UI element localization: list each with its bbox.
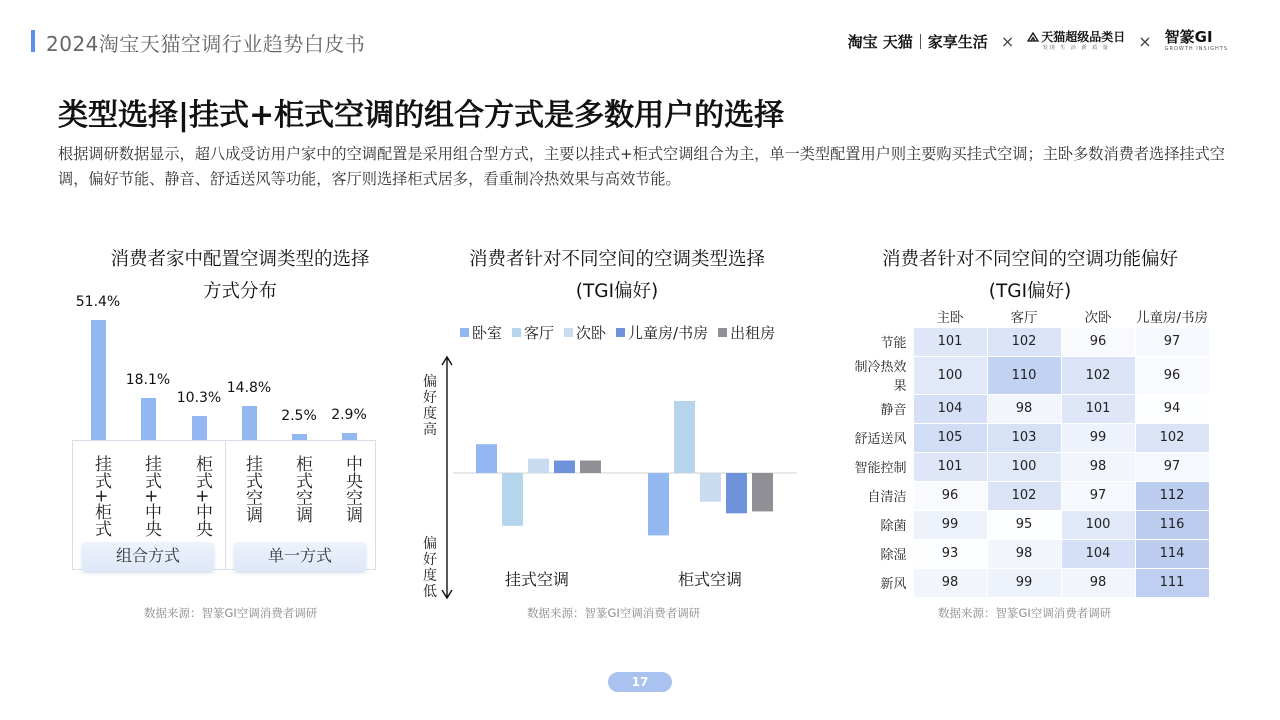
page-number: 17 <box>608 672 672 692</box>
heatmap-cell: 102 <box>1061 356 1135 394</box>
chart2-axis-low-label: 偏好度低 <box>423 536 437 600</box>
chart2-legend-label: 客厅 <box>524 324 555 342</box>
logo-times-mark: × <box>1138 31 1152 51</box>
chart1-value-label: 14.8% <box>226 379 272 396</box>
heatmap-cell: 95 <box>987 510 1061 539</box>
heatmap-cell: 98 <box>1061 452 1135 481</box>
heatmap-cell: 101 <box>913 327 987 356</box>
chart2-bar <box>674 401 695 473</box>
zhizhuan-sub: GROWTH INSIGHTS <box>1164 46 1228 52</box>
heatmap-cell: 96 <box>913 481 987 510</box>
heatmap-row-label: 自清洁 <box>845 481 913 510</box>
heatmap-cell: 97 <box>1061 481 1135 510</box>
heatmap-cell: 98 <box>1061 568 1135 597</box>
chart3-source: 数据来源：智篆GI空调消费者调研 <box>938 606 1112 620</box>
page-title: 类型选择|挂式+柜式空调的组合方式是多数用户的选择 <box>58 98 785 133</box>
heatmap-row-label: 除菌 <box>845 510 913 539</box>
chart1-value-label: 18.1% <box>125 371 171 388</box>
chart1-group-combo: 组合方式 <box>82 542 214 571</box>
zhizhuan-label: 智篆GI <box>1164 28 1213 46</box>
heatmap-row-label: 静音 <box>845 394 913 423</box>
heatmap-cell: 96 <box>1061 327 1135 356</box>
chart2-bar <box>502 473 523 526</box>
chart2-legend-label: 卧室 <box>472 324 503 342</box>
chart2-legend-label: 次卧 <box>576 324 607 342</box>
heatmap-cell: 100 <box>913 356 987 394</box>
page-description: 根据调研数据显示，超八成受访用户家中的空调配置是采用组合型方式，主要以挂式+柜式空调组合为主，单一类型配置用户则主要购买挂式空调；主卧多数消费者选择挂式空调，偏好节能、静音、舒适送风等功能，客厅则选择柜式居多，看重制冷热效果与高效节能。 <box>58 145 1225 188</box>
heatmap-row-label: 制冷热效果 <box>845 356 913 394</box>
heatmap-row-label: 新风 <box>845 568 913 597</box>
heatmap-row-label: 节能 <box>845 327 913 356</box>
heatmap-cell: 110 <box>987 356 1061 394</box>
heatmap-row <box>845 568 1209 597</box>
chart2-bar <box>476 444 497 473</box>
heatmap-cell: 101 <box>1061 394 1135 423</box>
heatmap-cell: 97 <box>1135 327 1209 356</box>
heatmap-cell: 96 <box>1135 356 1209 394</box>
heatmap-cell: 102 <box>1135 423 1209 452</box>
chart2-category-wall: 挂式空调 <box>505 570 570 589</box>
heatmap-row-label: 智能控制 <box>845 452 913 481</box>
chart1-category-label: 挂式+中央 <box>141 455 161 538</box>
heatmap-cell: 114 <box>1135 539 1209 568</box>
chart1-title-line2: 方式分布 <box>202 281 277 302</box>
heatmap-cell: 103 <box>987 423 1061 452</box>
chart1-category-label: 挂式+柜式 <box>91 455 111 538</box>
chart2-bar <box>700 473 721 502</box>
heatmap-row <box>845 510 1209 539</box>
jiaxiang-logo: 家享生活 <box>927 32 988 51</box>
tmall-super-label: 天猫超级品类日 <box>1041 30 1126 44</box>
heatmap-column-header: 主卧 <box>913 305 987 327</box>
heatmap-cell: 99 <box>1061 423 1135 452</box>
heatmap-cell: 98 <box>913 568 987 597</box>
heatmap-cell: 100 <box>987 452 1061 481</box>
heatmap-cell: 116 <box>1135 510 1209 539</box>
chart1-value-label: 51.4% <box>75 294 121 311</box>
chart1-value-label: 2.5% <box>281 408 317 425</box>
heatmap-corner <box>845 305 913 327</box>
heatmap-cell: 100 <box>1061 510 1135 539</box>
chart2-bar <box>752 473 773 511</box>
chart2-title-line2: (TGI偏好) <box>575 281 659 302</box>
chart2-bar <box>580 461 601 473</box>
heatmap-cell: 112 <box>1135 481 1209 510</box>
heatmap-row <box>845 481 1209 510</box>
chart2-bar <box>726 473 747 513</box>
heatmap-cell: 97 <box>1135 452 1209 481</box>
taobao-tmall-logo: 淘宝 天猫 <box>847 32 913 51</box>
heatmap-row <box>845 327 1209 356</box>
chart3-heatmap-table <box>845 305 1210 598</box>
chart2-y-axis-arrow <box>442 357 452 598</box>
chart1-title-line1: 消费者家中配置空调类型的选择 <box>110 249 370 270</box>
chart1-value-label: 10.3% <box>176 390 222 406</box>
heatmap-cell: 111 <box>1135 568 1209 597</box>
chart1-source: 数据来源：智篆GI空调消费者调研 <box>144 606 318 620</box>
heatmap-column-header: 客厅 <box>987 305 1061 327</box>
report-title: 2024淘宝天猫空调行业趋势白皮书 <box>46 32 366 56</box>
heatmap-cell: 104 <box>913 394 987 423</box>
chart1-category-label: 柜式空调 <box>292 455 312 523</box>
heatmap-row-label: 舒适送风 <box>845 423 913 452</box>
chart2-category-floor: 柜式空调 <box>678 570 743 589</box>
heatmap-column-header: 次卧 <box>1061 305 1135 327</box>
heatmap-cell: 102 <box>987 481 1061 510</box>
heatmap-column-header: 儿童房/书房 <box>1135 305 1209 327</box>
heatmap-cell: 99 <box>913 510 987 539</box>
chart2-legend-label: 儿童房/书房 <box>628 324 709 342</box>
chart2-bar <box>528 459 549 473</box>
heatmap-row <box>845 356 1209 394</box>
heatmap-cell: 93 <box>913 539 987 568</box>
heatmap-row <box>845 452 1209 481</box>
heatmap-cell: 101 <box>913 452 987 481</box>
chart2-title-line1: 消费者针对不同空间的空调类型选择 <box>468 249 765 270</box>
chart2-bar <box>648 473 669 535</box>
heatmap-cell: 104 <box>1061 539 1135 568</box>
heatmap-cell: 102 <box>987 327 1061 356</box>
tmall-super-sub: 发现 生 活 新 质 量 <box>1042 45 1110 51</box>
chart1-category-label: 挂式空调 <box>242 455 262 523</box>
chart2-bar <box>554 461 575 473</box>
heatmap-cell: 98 <box>987 539 1061 568</box>
chart1-category-label: 中央空调 <box>342 455 362 523</box>
heatmap-row-label: 除湿 <box>845 539 913 568</box>
chart3-title-line1: 消费者针对不同空间的空调功能偏好 <box>881 249 1178 270</box>
chart1-value-label: 2.9% <box>331 407 367 424</box>
chart2-source: 数据来源：智篆GI空调消费者调研 <box>527 606 701 620</box>
chart1-category-label: 柜式+中央 <box>192 455 212 538</box>
heatmap-cell: 94 <box>1135 394 1209 423</box>
heatmap-cell: 105 <box>913 423 987 452</box>
chart1-group-single: 单一方式 <box>234 542 366 571</box>
chart3-title <box>865 244 1195 308</box>
heatmap-row <box>845 539 1209 568</box>
chart3-title-line2: (TGI偏好) <box>988 281 1072 302</box>
heatmap-row <box>845 394 1209 423</box>
heatmap-row <box>845 423 1209 452</box>
logo-times-mark: × <box>1000 31 1015 51</box>
heatmap-cell: 98 <box>987 394 1061 423</box>
heatmap-cell: 99 <box>987 568 1061 597</box>
chart2-legend-label: 出租房 <box>730 324 776 342</box>
chart2-axis-high-label: 偏好度高 <box>423 374 437 438</box>
